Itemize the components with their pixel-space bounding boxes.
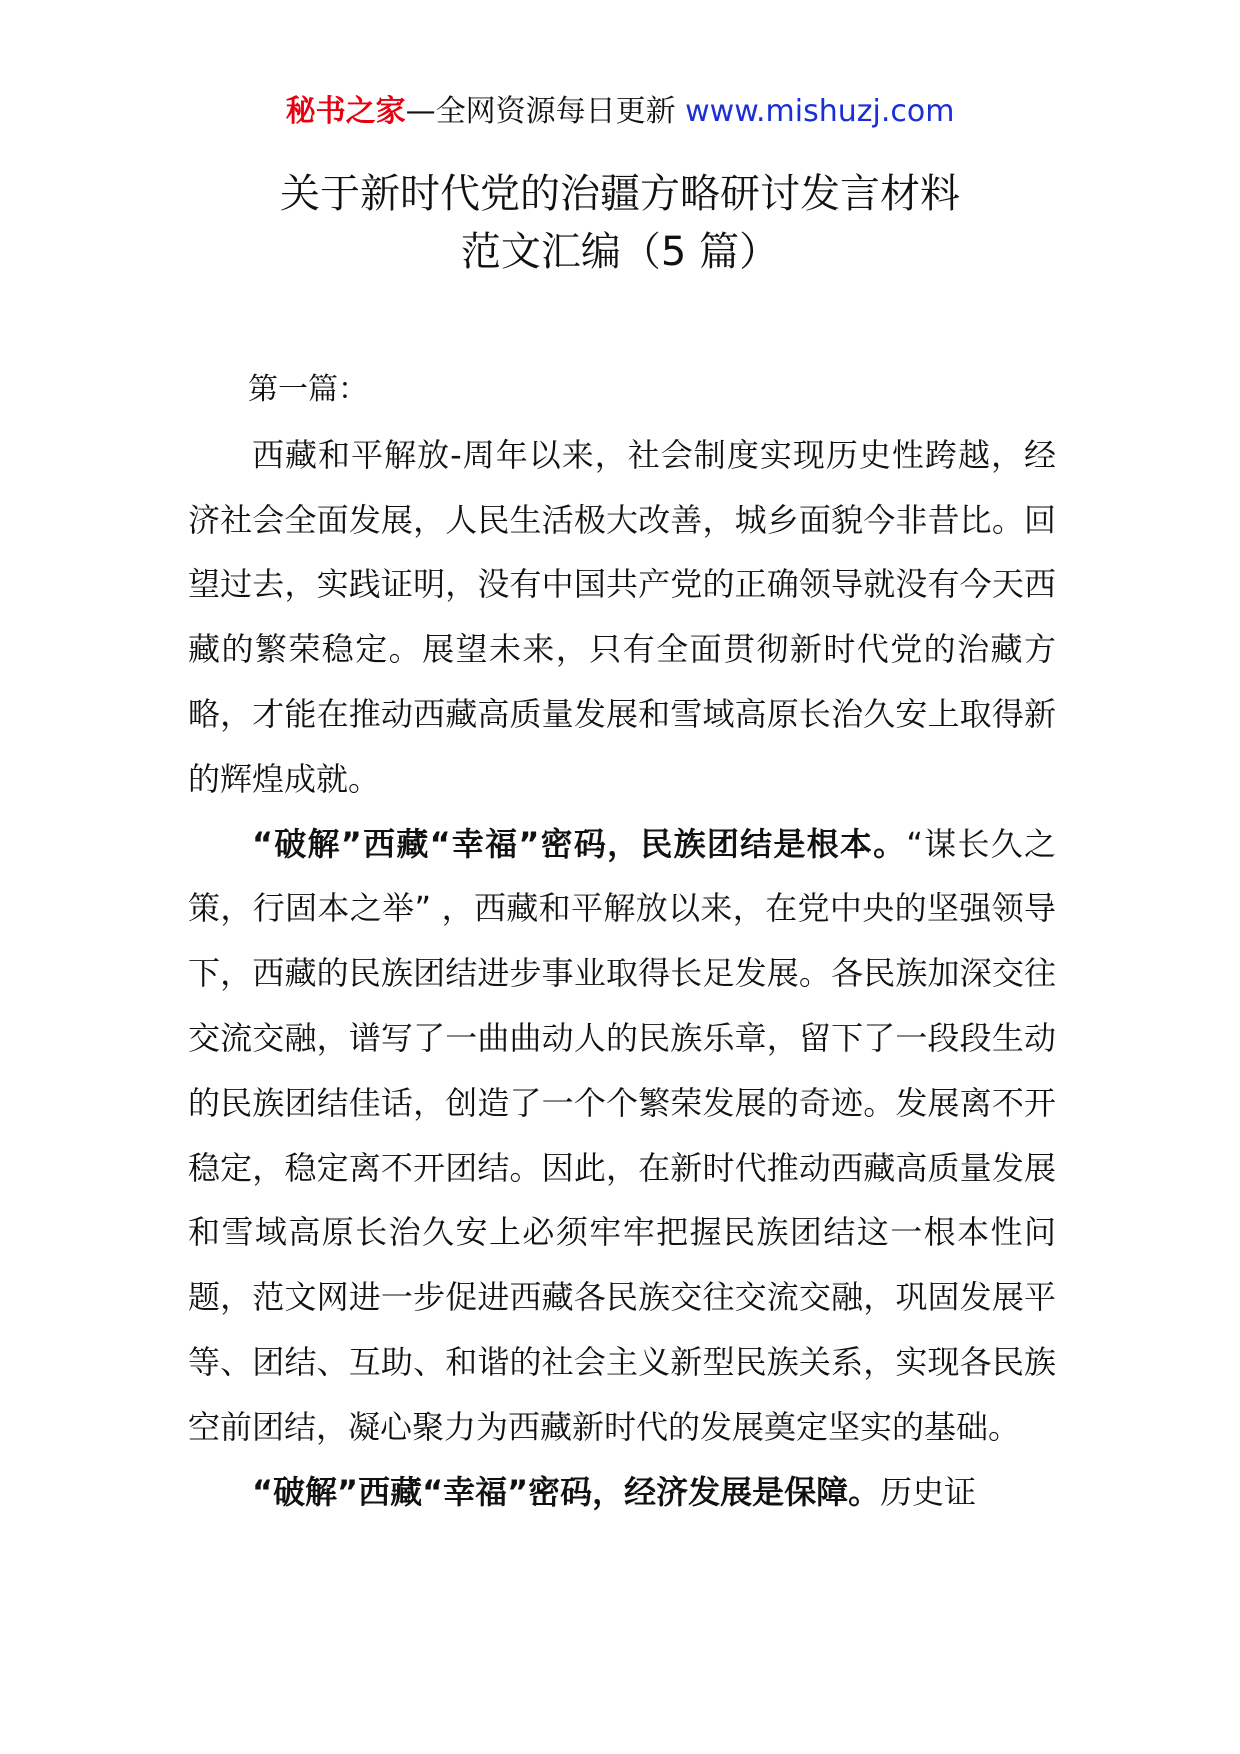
document-title [0, 165, 1240, 281]
site-banner [0, 92, 1240, 132]
paragraph-text: 西藏和平解放-周年以来，社会制度实现历史性跨越，经济社会全面发展，人民生活极大改善，城乡面貌今非昔比。回望过去，实践证明，没有中国共产党的正确领导就没有今天西藏的繁荣稳定。展望未来，只有全面贯彻新时代党的治藏方略，才能在推动西藏高质量发展和雪域高原长治久安上取得新的辉煌成就。 [188, 435, 1056, 798]
site-brand: 秘书之家 [285, 94, 406, 129]
site-url-link[interactable]: www.mishuzj.com [685, 94, 955, 129]
paragraph-1 [188, 423, 1056, 812]
paragraph-text: 历史证 [880, 1472, 977, 1511]
paragraph-heading: “破解”西藏“幸福”密码，民族团结是根本。 [252, 824, 907, 863]
paragraph-3 [188, 1460, 1056, 1525]
section-label: 第一篇： [248, 372, 368, 407]
paragraph-text: “谋长久之策，行固本之举” ，西藏和平解放以来，在党中央的坚强领导下，西藏的民族团结进步事业取得长足发展。各民族加深交往交流交融，谱写了一曲曲动人的民族乐章，留下了一段段生动的民族团结佳话，创造了一个个繁荣发展的奇迹。发展离不开稳定，稳定离不开团结。因此，在新时代推动西藏高质量发展和雪域高原长治久安上必须牢牢把握民族团结这一根本性问题，范文网进一步促进西藏各民族交往交流交融，巩固发展平等、团结、互助、和谐的社会主义新型民族关系，实现各民族空前团结，凝心聚力为西藏新时代的发展奠定坚实的基础。 [188, 824, 1056, 1446]
paragraph-heading: “破解”西藏“幸福”密码，经济发展是保障。 [252, 1472, 881, 1511]
title-line-2: 范文汇编（5 篇） [460, 229, 780, 275]
paragraph-2 [188, 812, 1056, 1460]
title-line-1: 关于新时代党的治疆方略研讨发言材料 [280, 171, 960, 217]
document-body [188, 358, 1056, 1524]
site-tagline: —全网资源每日更新 [405, 94, 676, 129]
